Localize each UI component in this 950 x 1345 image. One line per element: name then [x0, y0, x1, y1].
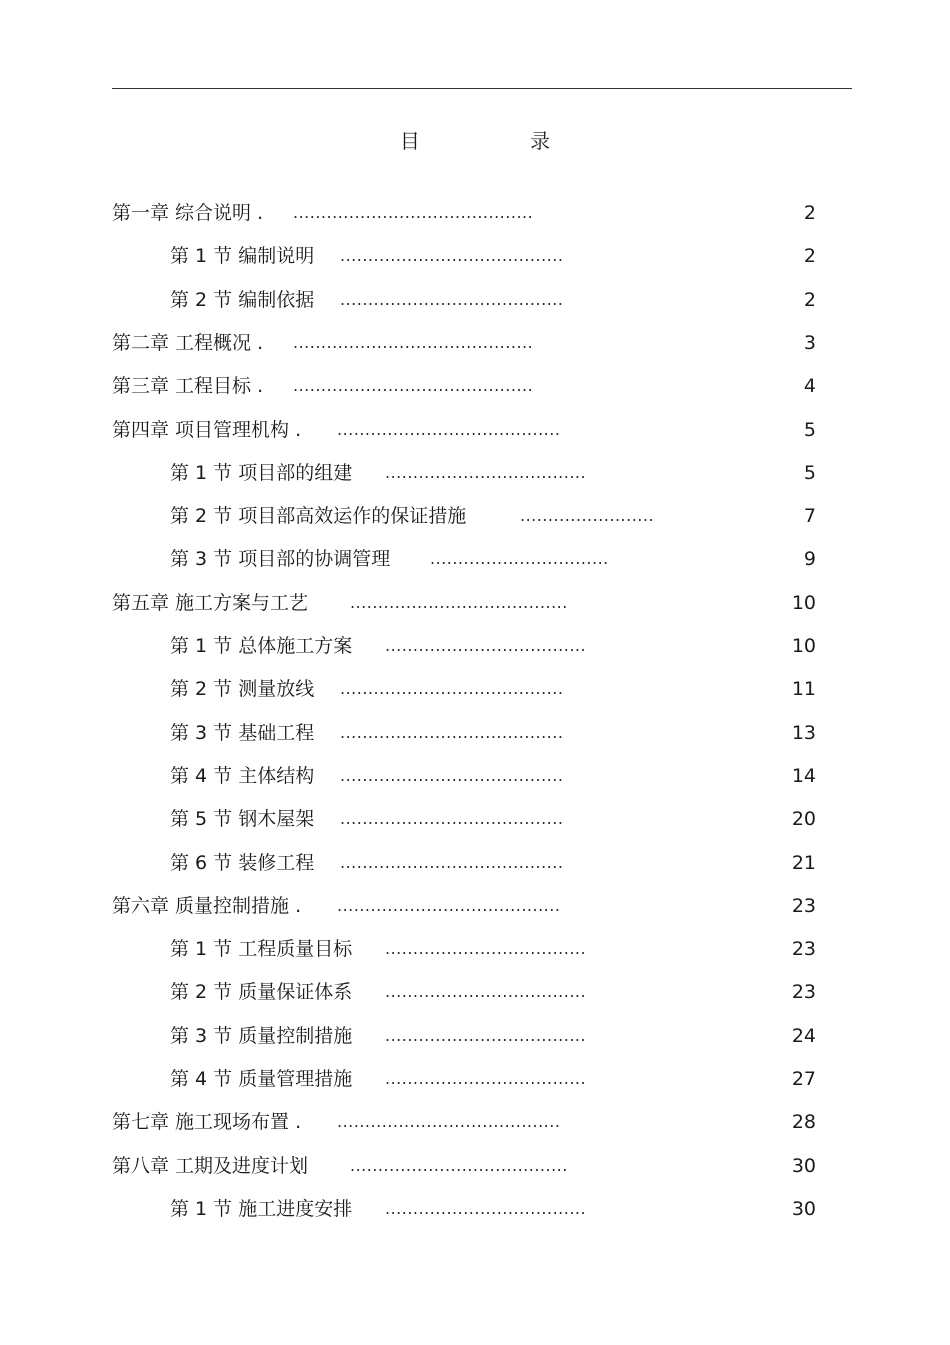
toc-entry-label: 第 2 节 编制依据	[170, 288, 315, 311]
toc-entry-label: 第 3 节 质量控制措施	[170, 1024, 353, 1047]
toc-section-entry[interactable]	[0, 763, 950, 789]
toc-title: 目 录	[399, 129, 603, 153]
toc-chapter-entry[interactable]	[0, 330, 950, 356]
toc-dot-leader: ....................................	[385, 636, 587, 655]
toc-dot-leader: ........................................	[340, 852, 564, 872]
toc-page-number: 4	[803, 375, 816, 398]
toc-dot-leader: .......................................	[350, 592, 568, 612]
toc-entry-label: 第三章 工程目标 .	[112, 375, 264, 398]
toc-page-number: 21	[791, 851, 816, 874]
toc-section-entry[interactable]	[0, 1196, 950, 1222]
toc-page-number: 2	[803, 202, 816, 224]
toc-dot-leader: ....................................	[385, 939, 587, 959]
toc-section-entry[interactable]	[0, 979, 950, 1005]
toc-dot-leader: ........................................	[340, 289, 564, 309]
toc-page-number: 3	[803, 331, 816, 354]
toc-page-number: 2	[803, 245, 816, 268]
toc-entry-label: 第 1 节 编制说明	[170, 245, 315, 268]
toc-entry-label: 第 5 节 钢木屋架	[170, 808, 315, 831]
toc-entry-label: 第八章 工期及进度计划	[112, 1154, 309, 1177]
toc-dot-leader: ........................................	[337, 1112, 561, 1132]
toc-page-number: 7	[803, 505, 816, 528]
toc-page-number: 30	[791, 1197, 816, 1220]
toc-dot-leader: ....................................	[385, 982, 587, 1002]
toc-section-entry[interactable]	[0, 503, 950, 529]
toc-page-number: 28	[791, 1111, 816, 1134]
toc-page-number: 30	[791, 1154, 816, 1177]
toc-dot-leader: ........................................	[340, 765, 564, 785]
toc-page-number: 11	[791, 678, 816, 701]
toc-chapter-entry[interactable]	[0, 373, 950, 399]
toc-section-entry[interactable]	[0, 1066, 950, 1092]
toc-page-number: 23	[791, 981, 816, 1004]
toc-entry-label: 第 3 节 基础工程	[170, 721, 315, 744]
toc-dot-leader: ........................................	[340, 246, 564, 266]
toc-entry-label: 第 4 节 质量管理措施	[170, 1068, 353, 1090]
toc-dot-leader: ................................	[430, 549, 609, 569]
toc-page-number: 10	[791, 591, 816, 614]
toc-dot-leader: ...........................................	[293, 332, 534, 352]
toc-chapter-entry[interactable]	[0, 893, 950, 919]
toc-page-number: 27	[791, 1068, 816, 1090]
toc-dot-leader: ....................................	[385, 462, 587, 482]
toc-section-entry[interactable]	[0, 850, 950, 876]
toc-dot-leader: .......................................	[350, 1155, 568, 1175]
toc-page-number: 13	[791, 721, 816, 744]
toc-page-number: 24	[791, 1024, 816, 1047]
toc-entry-label: 第 2 节 质量保证体系	[170, 981, 353, 1004]
toc-chapter-entry[interactable]	[0, 200, 950, 226]
toc-entry-label: 第 3 节 项目部的协调管理	[170, 548, 391, 571]
toc-page-number: 20	[791, 808, 816, 831]
toc-page-number: 23	[791, 938, 816, 961]
toc-section-entry[interactable]	[0, 936, 950, 962]
toc-entry-label: 第一章 综合说明 .	[112, 202, 264, 224]
toc-entry-label: 第 1 节 项目部的组建	[170, 461, 353, 484]
toc-dot-leader: ...........................................	[293, 203, 534, 222]
toc-section-entry[interactable]	[0, 287, 950, 313]
toc-page-number: 9	[803, 548, 816, 571]
toc-dot-leader: ........................................	[340, 722, 564, 742]
toc-entry-label: 第 1 节 总体施工方案	[170, 635, 353, 657]
toc-dot-leader: ........................	[520, 506, 655, 526]
toc-page-number: 2	[803, 288, 816, 311]
toc-entry-label: 第五章 施工方案与工艺	[112, 591, 309, 614]
toc-section-entry[interactable]	[0, 676, 950, 702]
toc-entry-label: 第六章 质量控制措施 .	[112, 894, 302, 917]
toc-entry-label: 第七章 施工现场布置 .	[112, 1111, 302, 1134]
toc-page-number: 10	[791, 635, 816, 657]
toc-entry-label: 第四章 项目管理机构 .	[112, 418, 302, 441]
toc-dot-leader: ........................................	[340, 679, 564, 699]
toc-dot-leader: ........................................	[337, 419, 561, 439]
toc-entry-label: 第二章 工程概况 .	[112, 331, 264, 354]
toc-section-entry[interactable]	[0, 460, 950, 486]
toc-dot-leader: ....................................	[385, 1025, 587, 1045]
toc-entry-label: 第 1 节 施工进度安排	[170, 1197, 353, 1220]
toc-section-entry[interactable]	[0, 633, 950, 659]
toc-entry-label: 第 6 节 装修工程	[170, 851, 315, 874]
toc-chapter-entry[interactable]	[0, 590, 950, 616]
toc-chapter-entry[interactable]	[0, 1153, 950, 1179]
toc-section-entry[interactable]	[0, 243, 950, 269]
toc-chapter-entry[interactable]	[0, 1109, 950, 1135]
toc-page-number: 5	[803, 461, 816, 484]
toc-page-number: 23	[791, 894, 816, 917]
toc-entry-label: 第 2 节 项目部高效运作的保证措施	[170, 505, 467, 528]
toc-dot-leader: ........................................	[337, 895, 561, 915]
toc-chapter-entry[interactable]	[0, 417, 950, 443]
toc-section-entry[interactable]	[0, 546, 950, 572]
toc-section-entry[interactable]	[0, 1023, 950, 1049]
toc-entry-label: 第 4 节 主体结构	[170, 764, 315, 787]
toc-dot-leader: ...........................................	[293, 376, 534, 396]
toc-dot-leader: ........................................	[340, 809, 564, 829]
toc-entry-label: 第 1 节 工程质量目标	[170, 938, 353, 961]
toc-page-number: 5	[803, 418, 816, 441]
toc-dot-leader: ....................................	[385, 1198, 587, 1218]
toc-dot-leader: ....................................	[385, 1069, 587, 1088]
toc-section-entry[interactable]	[0, 720, 950, 746]
toc-page-number: 14	[791, 764, 816, 787]
toc-section-entry[interactable]	[0, 806, 950, 832]
toc-entry-label: 第 2 节 测量放线	[170, 678, 315, 701]
